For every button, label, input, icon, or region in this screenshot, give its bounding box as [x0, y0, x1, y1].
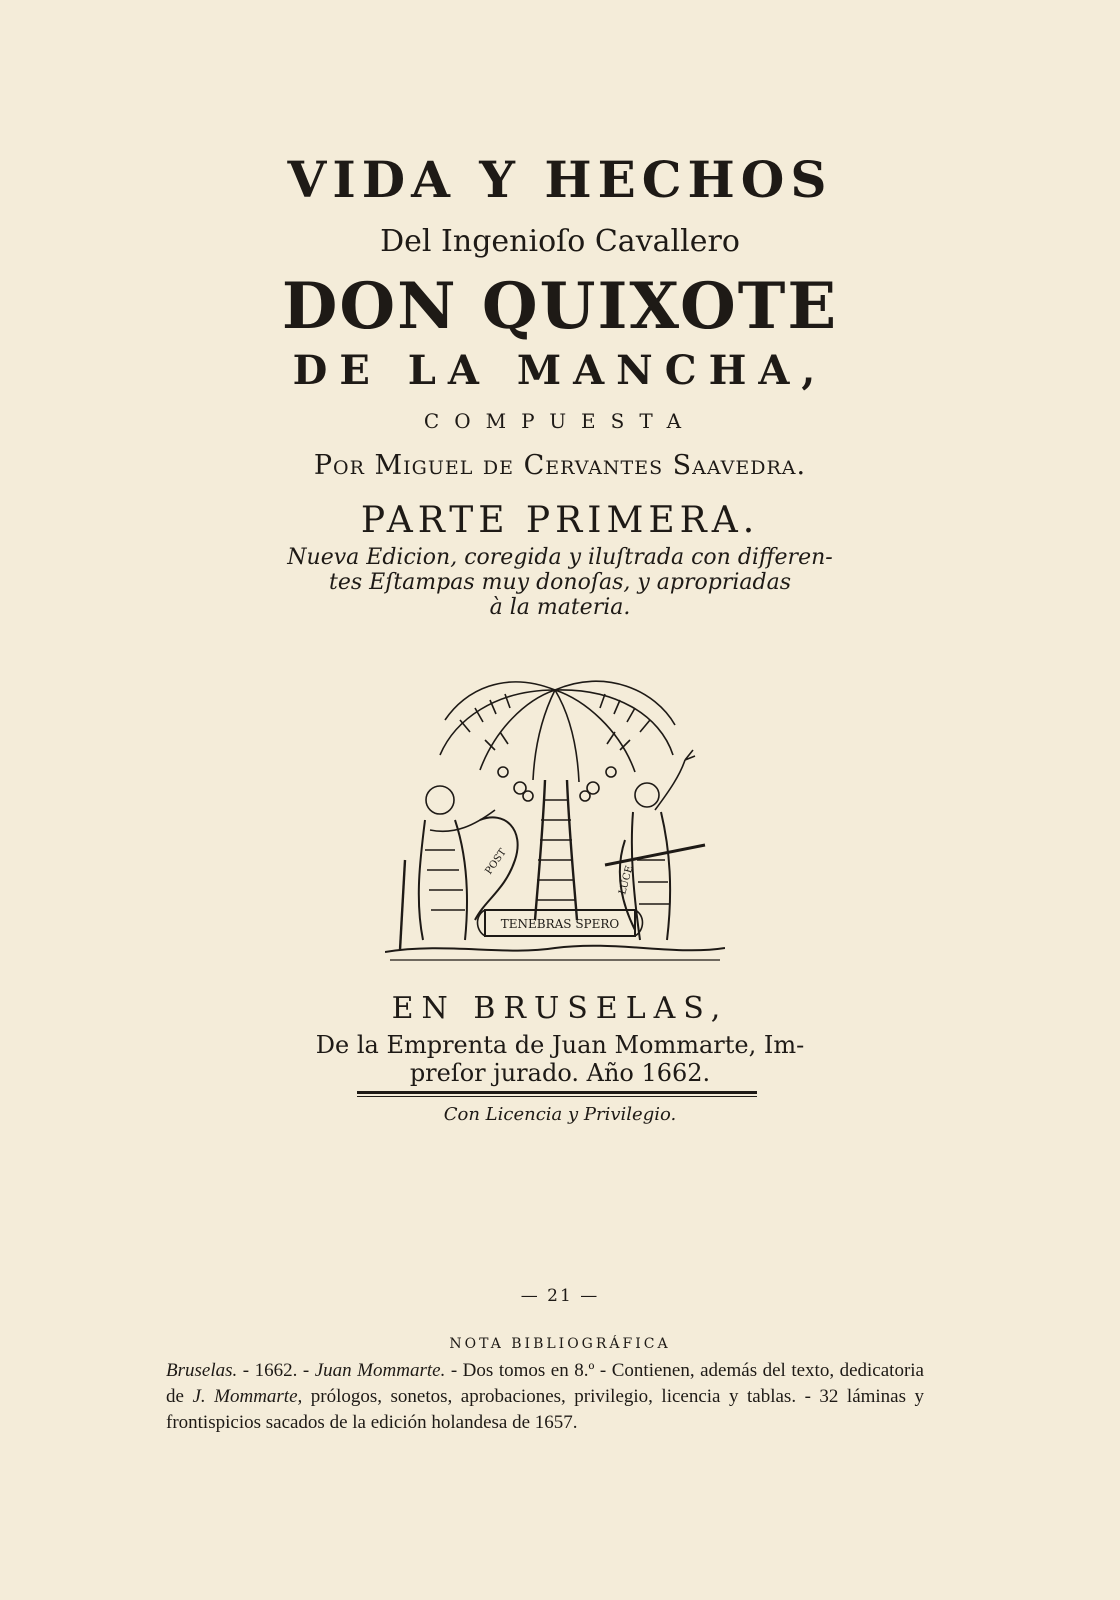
printers-device-woodcut: [385, 660, 725, 972]
emblem-scroll-left: POST: [483, 847, 509, 877]
divider-rule-thin: [357, 1096, 757, 1097]
emblem-motto: TENEBRAS SPERO: [500, 917, 620, 931]
subtitle-line: tes Eſtampas muy donoſas, y apropriadas: [329, 570, 791, 595]
title-line-don-quixote: DON QUIXOTE: [281, 269, 839, 344]
note-text: - Dos tomos en 8.º - Contienen, además del texto, dedicatoria de: [166, 1360, 924, 1407]
title-line-de-la-mancha: DE LA MANCHA,: [292, 347, 828, 394]
bibliographic-note: [166, 1358, 924, 1436]
subtitle-line: à la materia.: [489, 595, 631, 620]
emblem-scroll-right: LUCE: [617, 864, 636, 896]
license-line: Con Licencia y Privilegio.: [443, 1104, 677, 1125]
note-place: Bruselas.: [166, 1360, 238, 1381]
subtitle-line: Nueva Edicion, coregida y iluſtrada con differen-: [287, 545, 833, 570]
title-line-ingenioso-cavallero: Del Ingenioſo Cavallero: [380, 224, 740, 259]
imprint-year: preſor jurado. Año 1662.: [409, 1059, 711, 1087]
author-line: Por Miguel de Cervantes Saavedra.: [313, 450, 807, 481]
note-author: J. Mommarte,: [192, 1386, 303, 1407]
page-number: — 21 —: [520, 1286, 600, 1306]
note-printer: Juan Mommarte.: [314, 1360, 446, 1381]
imprint-printer: De la Emprenta de Juan Mommarte, Im-: [315, 1031, 805, 1059]
title-line-vida-y-hechos: VIDA Y HECHOS: [287, 150, 833, 209]
note-text: prólogos, sonetos, aprobaciones, privilegio, licencia y tablas. - 32 láminas y frontispicios sacados de la edición holandesa de 1657.: [166, 1386, 925, 1433]
note-text: - 1662. -: [237, 1360, 315, 1381]
edition-subtitle: [0, 545, 1120, 620]
title-line-compuesta: COMPUESTA: [423, 409, 697, 433]
divider-rule-thick: [357, 1091, 757, 1094]
note-heading: NOTA BIBLIOGRÁFICA: [449, 1336, 671, 1352]
part-line: PARTE PRIMERA.: [360, 500, 760, 541]
imprint-city: EN BRUSELAS,: [391, 991, 729, 1026]
